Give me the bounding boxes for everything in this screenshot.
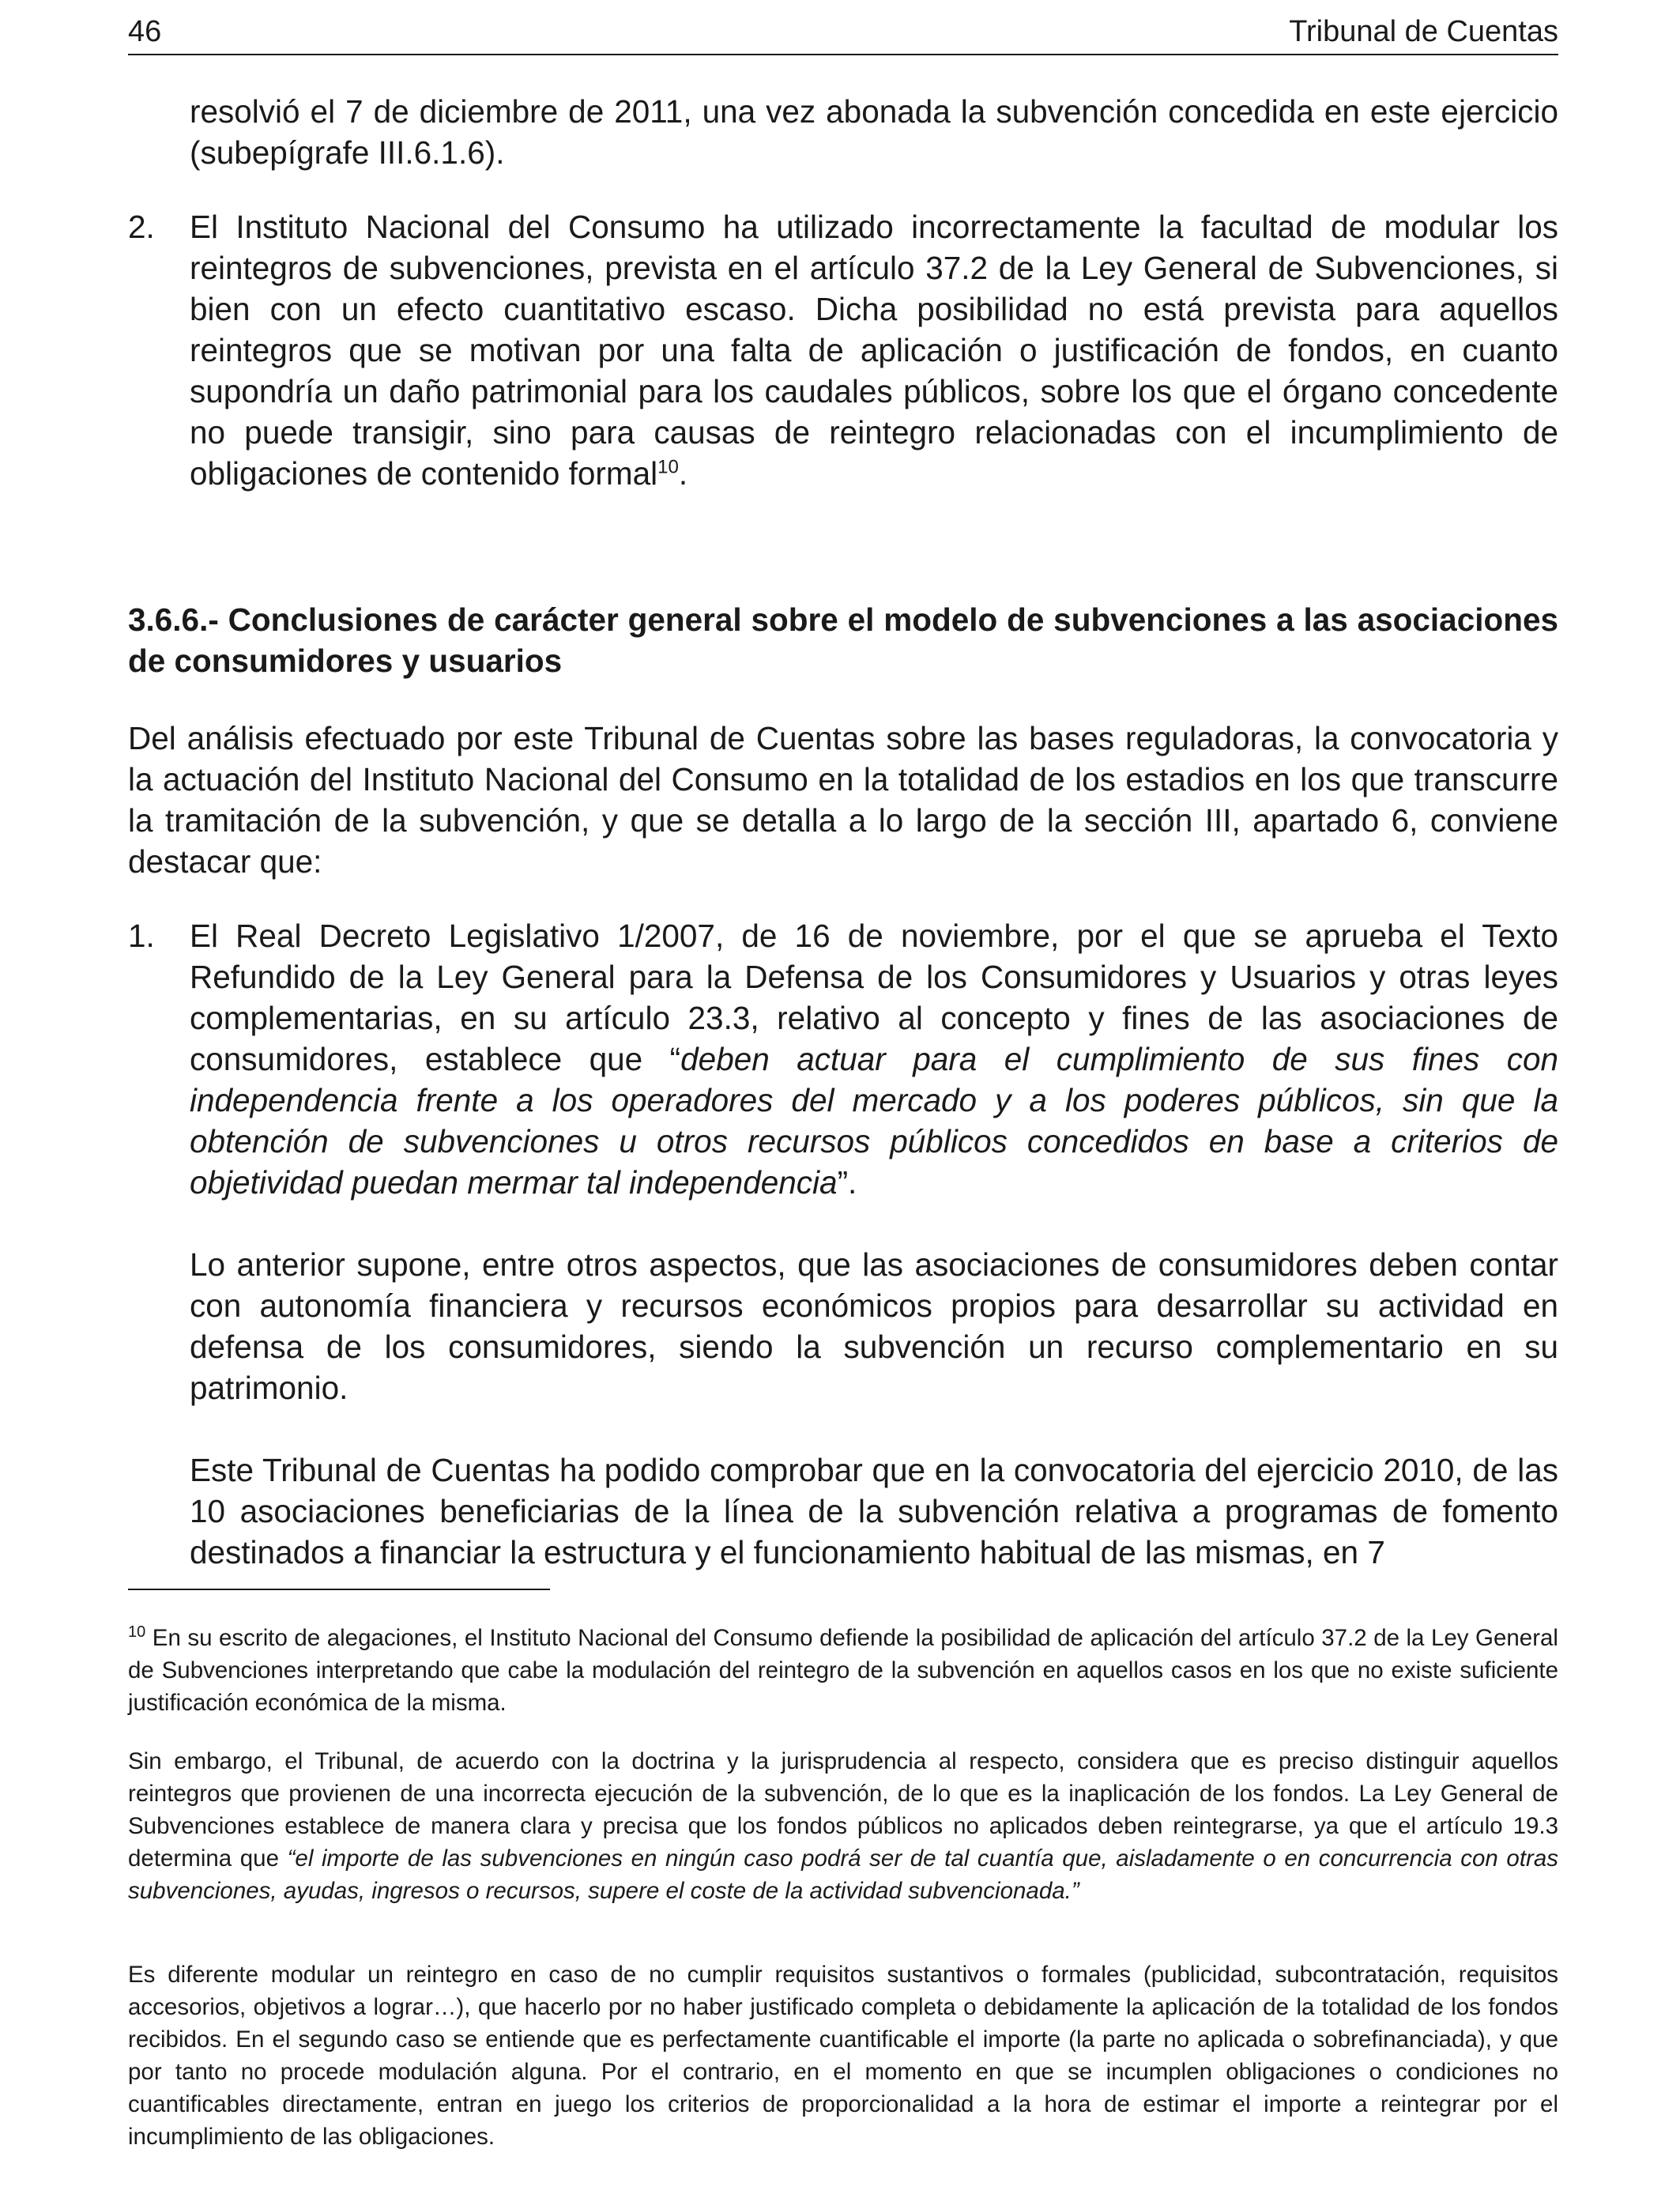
list-item-paragraph: Lo anterior supone, entre otros aspectos, que las asociaciones de consumidores deben contar con autonomía financiera y recursos económicos propios para desarrollar su actividad en defensa de los consumidores, siendo la subvención un recurso complementario en su patrimonio. bbox=[190, 1246, 1558, 1406]
intro-paragraph: Del análisis efectuado por este Tribunal de Cuentas sobre las bases reguladoras, la convocatoria y la actuación del Instituto Nacional del Consumo en la totalidad de los estadios en los que transcurre la tramitación de la subvención, y que se detalla a lo largo de la sección III, apartado 6, conviene destacar que: bbox=[128, 720, 1558, 880]
footnote-number: 10 bbox=[128, 1623, 146, 1642]
legal-quote: deben actuar para el cumplimiento de sus fines con independencia frente a los operadores del mercado y a los poderes públicos, sin que la obtención de subvenciones u otros recursos públicos concedidos en base a criterios de objetividad puedan mermar tal independencia bbox=[190, 1041, 1558, 1201]
footnote-reference[interactable]: 10 bbox=[657, 456, 679, 478]
footnote-separator bbox=[128, 1589, 550, 1590]
footnote-10: $^{10}$ En su escrito de alegaciones, el Instituto Nacional del Consumo defiende la posibilidad de aplicación del artículo 37.2 de la Ley General de Subvenciones interpretando que cabe la modulación del reintegro de la subvención en aquellos casos en los que no existe suficiente justificación económica de la misma. bbox=[128, 1623, 1558, 1716]
footnote-paragraph: Sin embargo, el Tribunal, de acuerdo con la doctrina y la jurisprudencia al respecto, considera que es preciso distinguir aquellos reintegros que provienen de una incorrecta ejecución de la subvención, de lo que es la inaplicación de los fondos. La Ley General de Subvenciones establece de manera clara y precisa que los fondos públicos no aplicados deben reintegrarse, ya que el artículo 19.3 determina que “el importe de las subvenciones en ningún caso podrá ser de tal cuantía que, aisladamente o en concurrencia con otras subvenciones, ayudas, ingresos o recursos, supere el coste de la actividad subvencionada.” bbox=[128, 1748, 1558, 1904]
page-header bbox=[128, 6, 1558, 55]
list-item-1 bbox=[128, 915, 1558, 1573]
list-item-number: 2. bbox=[128, 209, 155, 245]
continued-paragraph: resolvió el 7 de diciembre de 2011, una vez abonada la subvención concedida en este ejercicio (subepígrafe III.6.1.6). bbox=[190, 93, 1558, 171]
page-number: 46 bbox=[128, 15, 162, 48]
list-item-2 bbox=[128, 206, 1558, 494]
list-item-text: El Instituto Nacional del Consumo ha utilizado incorrectamente la facultad de modular los reintegros de subvenciones, prevista en el artículo 37.2 de la Ley General de Subvenciones, si bien con un efecto cuantitativo escaso. Dicha posibilidad no está prevista para aquellos reintegros que se motivan por una falta de aplicación o justificación de fondos, en cuanto supondría un daño patrimonial para los caudales públicos, sobre los que el órgano concedente no puede transigir, sino para causas de reintegro relacionadas con el incumplimiento de obligaciones de contenido formal$^{10}$. bbox=[190, 209, 1558, 492]
footnote-paragraph: Es diferente modular un reintegro en caso de no cumplir requisitos sustantivos o formales (publicidad, subcontratación, requisitos accesorios, objetivos a lograr…), que hacerlo por no haber justificado completa o debidamente la aplicación de la totalidad de los fondos recibidos. En el segundo caso se entiende que es perfectamente cuantificable el importe (la parte no aplicada o sobrefinanciada), y que por tanto no procede modulación alguna. Por el contrario, en el momento en que se incumplen obligaciones o condiciones no cuantificables directamente, entran en juego los criterios de proporcionalidad a la hora de estimar el importe a reintegrar por el incumplimiento de las obligaciones. bbox=[128, 1962, 1558, 2150]
section-heading: 3.6.6.- Conclusiones de carácter general sobre el modelo de subvenciones a las asociaciones de consumidores y usuarios bbox=[128, 601, 1558, 679]
list-item-number: 1. bbox=[128, 918, 155, 954]
list-item-paragraph: Este Tribunal de Cuentas ha podido comprobar que en la convocatoria del ejercicio 2010, de las 10 asociaciones beneficiarias de la línea de la subvención relativa a programas de fomento destinados a financiar la estructura y el funcionamiento habitual de las mismas, en 7 bbox=[190, 1452, 1558, 1570]
list-item-text: El Real Decreto Legislativo 1/2007, de 16 de noviembre, por el que se aprueba el Texto Refundido de la Ley General para la Defensa de los Consumidores y Usuarios y otras leyes complementarias, en su artículo 23.3, relativo al concepto y fines de las asociaciones de consumidores, establece que “deben actuar para el cumplimiento de sus fines con independencia frente a los operadores del mercado y a los poderes públicos, sin que la obtención de subvenciones u otros recursos públicos concedidos en base a criterios de objetividad puedan mermar tal independencia”. bbox=[190, 918, 1558, 1201]
footnote-quote: “el importe de las subvenciones en ningún caso podrá ser de tal cuantía que, aisladamente o en concurrencia con otras subvenciones, ayudas, ingresos o recursos, supere el coste de la actividad subvencionada.” bbox=[128, 1845, 1558, 1904]
running-title: Tribunal de Cuentas bbox=[1289, 15, 1558, 48]
